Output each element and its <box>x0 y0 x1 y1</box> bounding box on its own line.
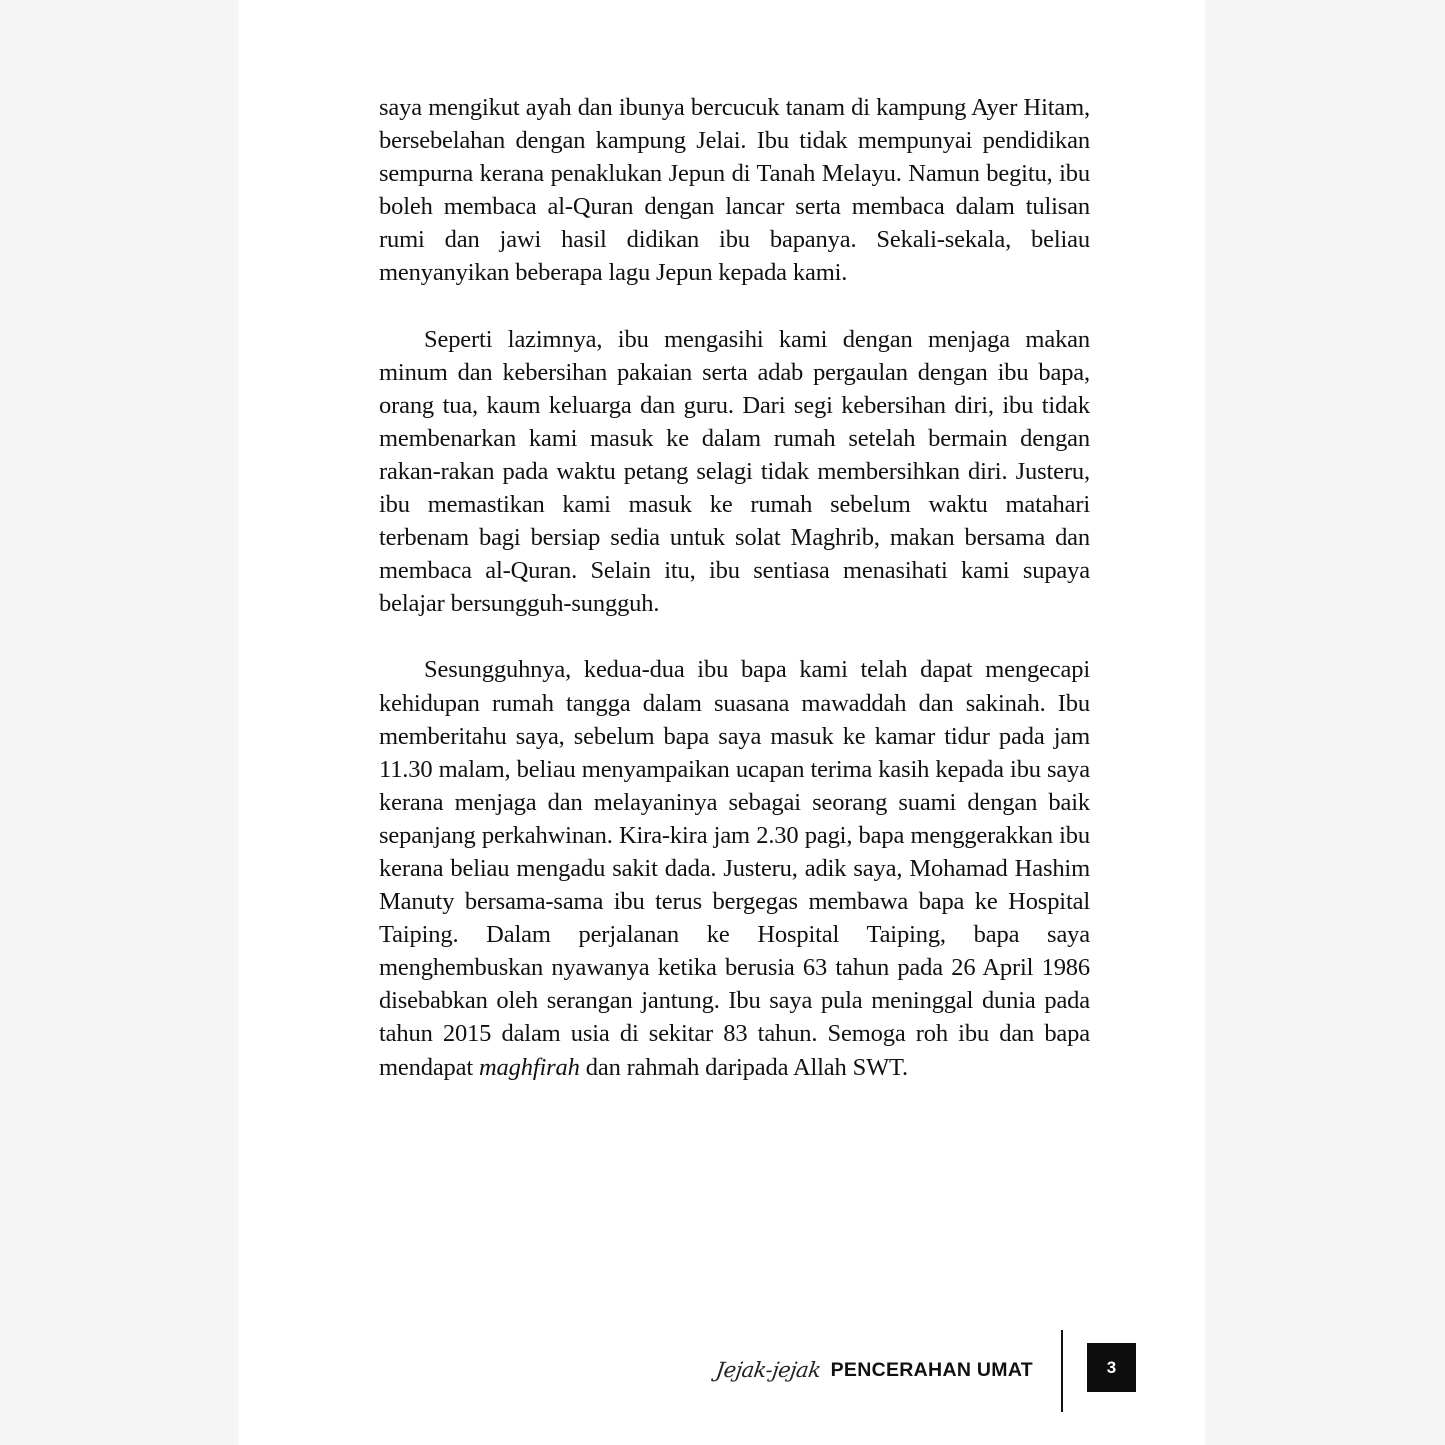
running-title <box>716 1350 1033 1390</box>
page-footer <box>239 1330 1205 1412</box>
paragraph-2: Seperti lazimnya, ibu mengasihi kami dengan menjaga makan minum dan kebersihan pakaian serta adab pergaulan dengan ibu bapa, orang tua, kaum keluarga dan guru. Dari segi kebersihan diri, ibu tidak membenarkan kami masuk ke dalam rumah setelah bermain dengan rakan-rakan pada waktu petang selagi tidak membersihkan diri. Justeru, ibu memastikan kami masuk ke rumah sebelum waktu matahari terbenam bagi bersiap sedia untuk solat Maghrib, makan bersama dan membaca al-Quran. Selain itu, ibu sentiasa menasihati kami supaya belajar bersungguh-sungguh. <box>379 325 1090 618</box>
footer-divider <box>1061 1330 1063 1412</box>
paragraph-3 <box>379 653 1090 1083</box>
paragraph-3-text-before: Sesungguhnya, kedua-dua ibu bapa kami telah dapat mengecapi kehidupan rumah tangga dalam suasana mawaddah dan sakinah. Ibu memberitahu saya, sebelum bapa saya masuk ke kamar tidur pada jam 11.30 malam, beliau menyampaikan ucapan terima kasih kepada ibu saya kerana menjaga dan melayaninya sebagai seorang suami dengan baik sepanjang perkahwinan. Kira-kira jam 2.30 pagi, bapa menggerakkan ibu kerana beliau mengadu sakit dada. Justeru, adik saya, Mohamad Hashim Manuty bersama-sama ibu terus bergegas membawa bapa ke Hospital Taiping. Dalam perjalanan ke Hospital Taiping, bapa saya menghembuskan nyawanya ketika berusia 63 tahun pada 26 April 1986 disebabkan oleh serangan jantung. Ibu saya pula meninggal dunia pada tahun 2015 dalam usia di sekitar 83 tahun. Semoga roh ibu dan bapa mendapat <box>379 656 1090 1081</box>
paragraph-1: saya mengikut ayah dan ibunya bercucuk tanam di kampung Ayer Hitam, bersebelahan dengan kampung Jelai. Ibu tidak mempunyai pendidikan sempurna kerana penaklukan Jepun di Tanah Melayu. Namun begitu, ibu boleh membaca al-Quran dengan lancar serta membaca dalam tulisan rumi dan jawi hasil didikan ibu bapanya. Sekali-sekala, beliau menyanyikan beberapa lagu Jepun kepada kami. <box>379 94 1090 287</box>
page-number: 3 <box>1087 1343 1136 1392</box>
book-page <box>239 0 1205 1445</box>
running-title-script: Jejak-jejak <box>714 1358 823 1382</box>
italic-term: maghfirah <box>479 1053 580 1081</box>
running-title-caps: PENCERAHAN UMAT <box>830 1358 1033 1381</box>
body-text <box>379 91 1090 1084</box>
paragraph-3-text-after: dan rahmah daripada Allah SWT. <box>579 1053 909 1081</box>
